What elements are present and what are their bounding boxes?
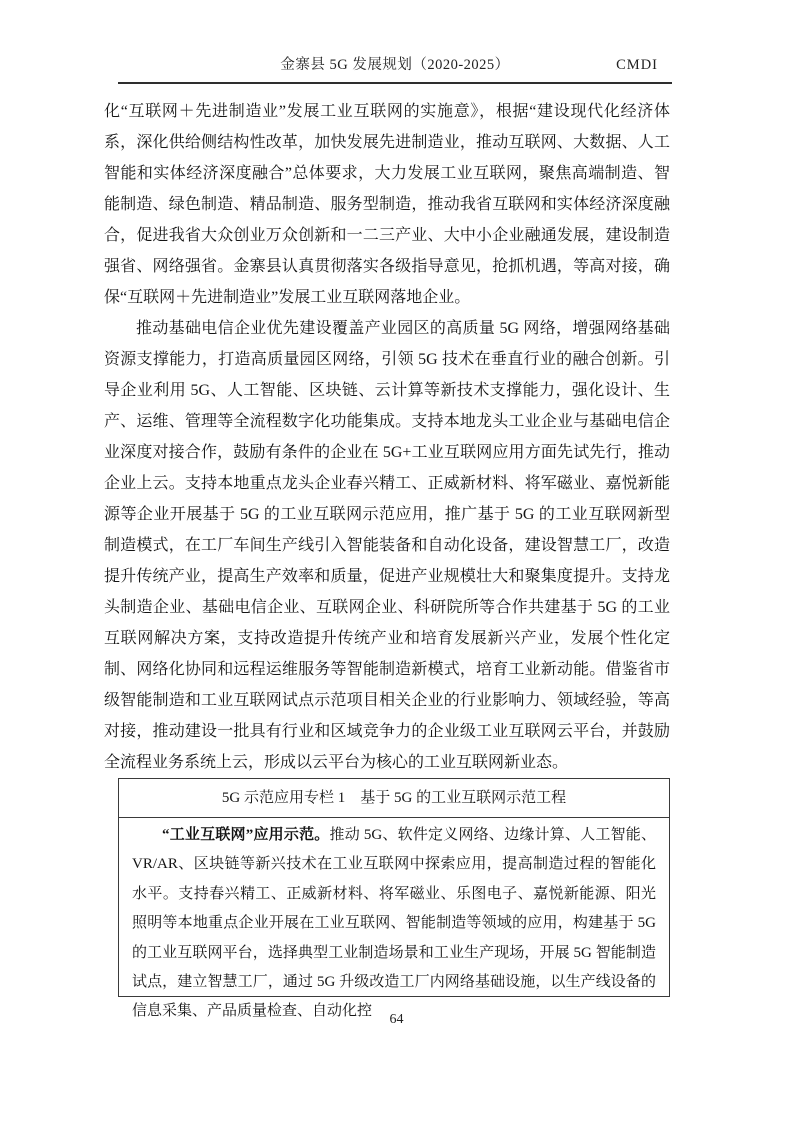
callout-lead-bold: “工业互联网”应用示范。	[162, 827, 330, 843]
page-number: 64	[389, 1012, 404, 1027]
page-header	[118, 55, 672, 79]
callout-box-title: 5G 示范应用专栏 1 基于 5G 的工业互联网示范工程	[119, 779, 669, 818]
callout-box-body	[119, 818, 669, 1027]
callout-text: 推动 5G、软件定义网络、边缘计算、人工智能、VR/AR、区块链等新兴技术在工业互联网中探索应用，提高制造过程的智能化水平。支持春兴精工、正威新材料、将军磁业、乐图电子、嘉悦新能源、阳光照明等本地重点企业开展在工业互联网、智能制造等领域的应用，构建基于 5G 的工业互联网平台，选择典型工业制造场景和工业生产现场，开展 5G 智能制造试点，建立智慧工厂，通过 5G 升级改造工厂内网络基础设施，以生产线设备的信息采集、产品质量检查、自动化控	[132, 827, 656, 1020]
header-title: 金寨县 5G 发展规划（2020-2025）	[280, 57, 510, 73]
body-text	[104, 96, 670, 778]
header-org: CMDI	[616, 57, 658, 73]
callout-paragraph	[132, 821, 656, 1027]
paragraph-1: 化“互联网＋先进制造业”发展工业互联网的实施意》，根据“建设现代化经济体系，深化供给侧结构性改革，加快发展先进制造业，推动互联网、大数据、人工智能和实体经济深度融合”总体要求，大力发展工业互联网，聚焦高端制造、智能制造、绿色制造、精品制造、服务型制造，推动我省互联网和实体经济深度融合，促进我省大众创业万众创新和一二三产业、大中小企业融通发展，建设制造强省、网络强省。金寨县认真贯彻落实各级指导意见，抢抓机遇，等高对接，确保“互联网＋先进制造业”发展工业互联网落地企业。	[104, 103, 670, 306]
header-rule	[118, 82, 672, 84]
paragraph-2: 推动基础电信企业优先建设覆盖产业园区的高质量 5G 网络，增强网络基础资源支撑能力，打造高质量园区网络，引领 5G 技术在垂直行业的融合创新。引导企业利用 5G、人工智能、区块链、云计算等新技术支撑能力，强化设计、生产、运维、管理等全流程数字化功能集成。支持本地龙头工业企业与基础电信企业深度对接合作，鼓励有条件的企业在 5G+工业互联网应用方面先试先行，推动企业上云。支持本地重点龙头企业春兴精工、正威新材料、将军磁业、嘉悦新能源等企业开展基于 5G 的工业互联网示范应用，推广基于 5G 的工业互联网新型制造模式，在工厂车间生产线引入智能装备和自动化设备，建设智慧工厂，改造提升传统产业，提高生产效率和质量，促进产业规模壮大和聚集度提升。支持龙头制造企业、基础电信企业、互联网企业、科研院所等合作共建基于 5G 的工业互联网解决方案，支持改造提升传统产业和培育发展新兴产业，发展个性化定制、网络化协同和远程运维服务等智能制造新模式，培育工业新动能。借鉴省市级智能制造和工业互联网试点示范项目相关企业的行业影响力、领域经验，等高对接，推动建设一批具有行业和区域竞争力的企业级工业互联网云平台，并鼓励全流程业务系统上云，形成以云平台为核心的工业互联网新业态。	[104, 320, 670, 771]
